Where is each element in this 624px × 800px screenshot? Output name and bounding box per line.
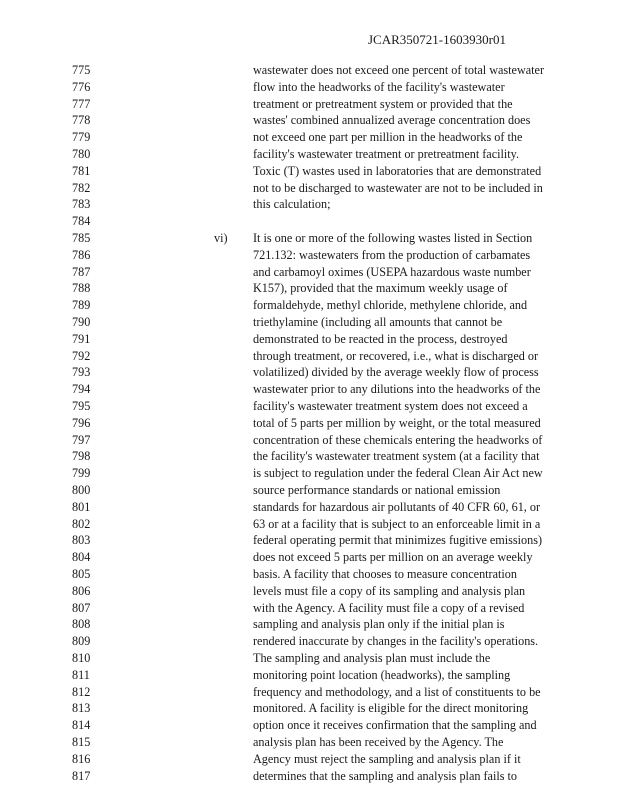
line-text: Toxic (T) wastes used in laboratories that are demonstrated bbox=[253, 163, 542, 178]
line-text: treatment or pretreatment system or provided that the bbox=[253, 96, 513, 111]
line-number: 800 bbox=[72, 483, 91, 497]
line-text: the facility's wastewater treatment system (at a facility that bbox=[253, 449, 540, 464]
line-text: standards for hazardous air pollutants of 40 CFR 60, 61, or bbox=[253, 499, 541, 514]
line-number: 802 bbox=[72, 516, 91, 531]
line-text: levels must file a copy of its sampling and analysis plan bbox=[253, 583, 526, 598]
line-number: 788 bbox=[72, 281, 91, 296]
line-number: 791 bbox=[72, 331, 91, 346]
line-number: 803 bbox=[72, 533, 91, 548]
line-number: 793 bbox=[72, 365, 91, 380]
line-number: 811 bbox=[72, 667, 90, 682]
line-text: facility's wastewater treatment system does not exceed a bbox=[253, 399, 528, 413]
line-number: 801 bbox=[72, 499, 91, 514]
line-text: through treatment, or recovered, i.e., what is discharged or bbox=[253, 348, 539, 363]
line-text: is subject to regulation under the federal Clean Air Act new bbox=[253, 466, 543, 481]
line-text: 721.132: wastewaters from the production of carbamates bbox=[253, 247, 531, 262]
line-text: facility's wastewater treatment or pretreatment facility. bbox=[253, 147, 520, 161]
line-number: 806 bbox=[72, 583, 91, 598]
line-number: 814 bbox=[72, 718, 91, 733]
line-number: 783 bbox=[72, 197, 91, 212]
line-number: 792 bbox=[72, 348, 91, 363]
line-text: flow into the headworks of the facility's wastewater bbox=[253, 79, 505, 94]
line-number: 810 bbox=[72, 651, 91, 665]
line-text: analysis plan has been received by the Agency. The bbox=[253, 735, 504, 749]
line-text: 63 or at a facility that is subject to an enforceable limit in a bbox=[253, 516, 541, 531]
line-number: 789 bbox=[72, 298, 91, 313]
line-number: 797 bbox=[72, 432, 91, 447]
line-number: 775 bbox=[72, 63, 91, 77]
line-number: 815 bbox=[72, 735, 91, 749]
line-number: 804 bbox=[72, 550, 91, 565]
line-number: 785 bbox=[72, 231, 91, 245]
line-text: and carbamoyl oximes (USEPA hazardous waste number bbox=[253, 264, 531, 279]
line-text: K157), provided that the maximum weekly usage of bbox=[253, 281, 508, 296]
line-number: 795 bbox=[72, 399, 91, 413]
line-number: 790 bbox=[72, 315, 91, 329]
line-text: wastewater prior to any dilutions into the headworks of the bbox=[253, 382, 541, 397]
line-text: demonstrated to be reacted in the process, destroyed bbox=[253, 331, 508, 346]
line-number: 807 bbox=[72, 600, 91, 615]
line-text: option once it receives confirmation that the sampling and bbox=[253, 718, 537, 733]
line-text: this calculation; bbox=[253, 197, 331, 212]
line-text: triethylamine (including all amounts that cannot be bbox=[253, 315, 503, 329]
line-text: concentration of these chemicals entering the headworks of bbox=[253, 432, 543, 447]
line-text: with the Agency. A facility must file a copy of a revised bbox=[253, 600, 525, 615]
line-text: does not exceed 5 parts per million on an average weekly bbox=[253, 550, 533, 565]
line-number: 813 bbox=[72, 701, 91, 716]
line-text: total of 5 parts per million by weight, or the total measured bbox=[253, 415, 541, 430]
line-number: 778 bbox=[72, 113, 91, 128]
line-text: source performance standards or national emission bbox=[253, 483, 501, 497]
line-text: volatilized) divided by the average weekly flow of process bbox=[253, 365, 539, 380]
line-text: sampling and analysis plan only if the initial plan is bbox=[253, 617, 505, 632]
line-text: not exceed one part per million in the headworks of the bbox=[253, 130, 523, 145]
line-text: wastewater does not exceed one percent of total wastewater bbox=[253, 63, 545, 77]
line-text: not to be discharged to wastewater are not to be included in bbox=[253, 180, 543, 195]
line-number: 794 bbox=[72, 382, 91, 397]
line-number: 777 bbox=[72, 96, 91, 111]
line-number: 817 bbox=[72, 768, 91, 783]
line-number: 787 bbox=[72, 264, 91, 279]
line-number: 784 bbox=[72, 214, 91, 229]
subsection-marker: vi) bbox=[214, 231, 228, 245]
line-text: basis. A facility that chooses to measure concentration bbox=[253, 567, 517, 581]
line-number: 798 bbox=[72, 449, 91, 464]
line-text: frequency and methodology, and a list of constituents to be bbox=[253, 684, 541, 699]
line-number: 816 bbox=[72, 751, 91, 766]
line-text: rendered inaccurate by changes in the facility's operations. bbox=[253, 634, 539, 649]
line-number: 781 bbox=[72, 163, 91, 178]
line-number: 812 bbox=[72, 684, 91, 699]
line-number: 786 bbox=[72, 247, 91, 262]
line-text: Agency must reject the sampling and analysis plan if it bbox=[253, 751, 521, 766]
line-text: formaldehyde, methyl chloride, methylene chloride, and bbox=[253, 298, 528, 313]
line-text: monitored. A facility is eligible for the direct monitoring bbox=[253, 701, 529, 716]
line-text: federal operating permit that minimizes fugitive emissions) bbox=[253, 533, 543, 548]
line-number: 780 bbox=[72, 147, 91, 161]
line-number: 796 bbox=[72, 415, 91, 430]
line-number: 808 bbox=[72, 617, 91, 632]
document-id-header: JCAR350721-1603930r01 bbox=[368, 32, 506, 47]
line-number: 779 bbox=[72, 130, 91, 145]
line-text: The sampling and analysis plan must include the bbox=[253, 651, 491, 665]
line-number: 799 bbox=[72, 466, 91, 481]
line-number: 809 bbox=[72, 634, 91, 649]
line-number: 782 bbox=[72, 180, 91, 195]
line-text: monitoring point location (headworks), the sampling bbox=[253, 667, 511, 682]
line-number: 776 bbox=[72, 79, 91, 94]
line-text: determines that the sampling and analysis plan fails to bbox=[253, 768, 518, 783]
line-text: It is one or more of the following wastes listed in Section bbox=[253, 231, 533, 245]
line-text: wastes' combined annualized average concentration does bbox=[253, 113, 531, 128]
line-number: 805 bbox=[72, 567, 91, 581]
